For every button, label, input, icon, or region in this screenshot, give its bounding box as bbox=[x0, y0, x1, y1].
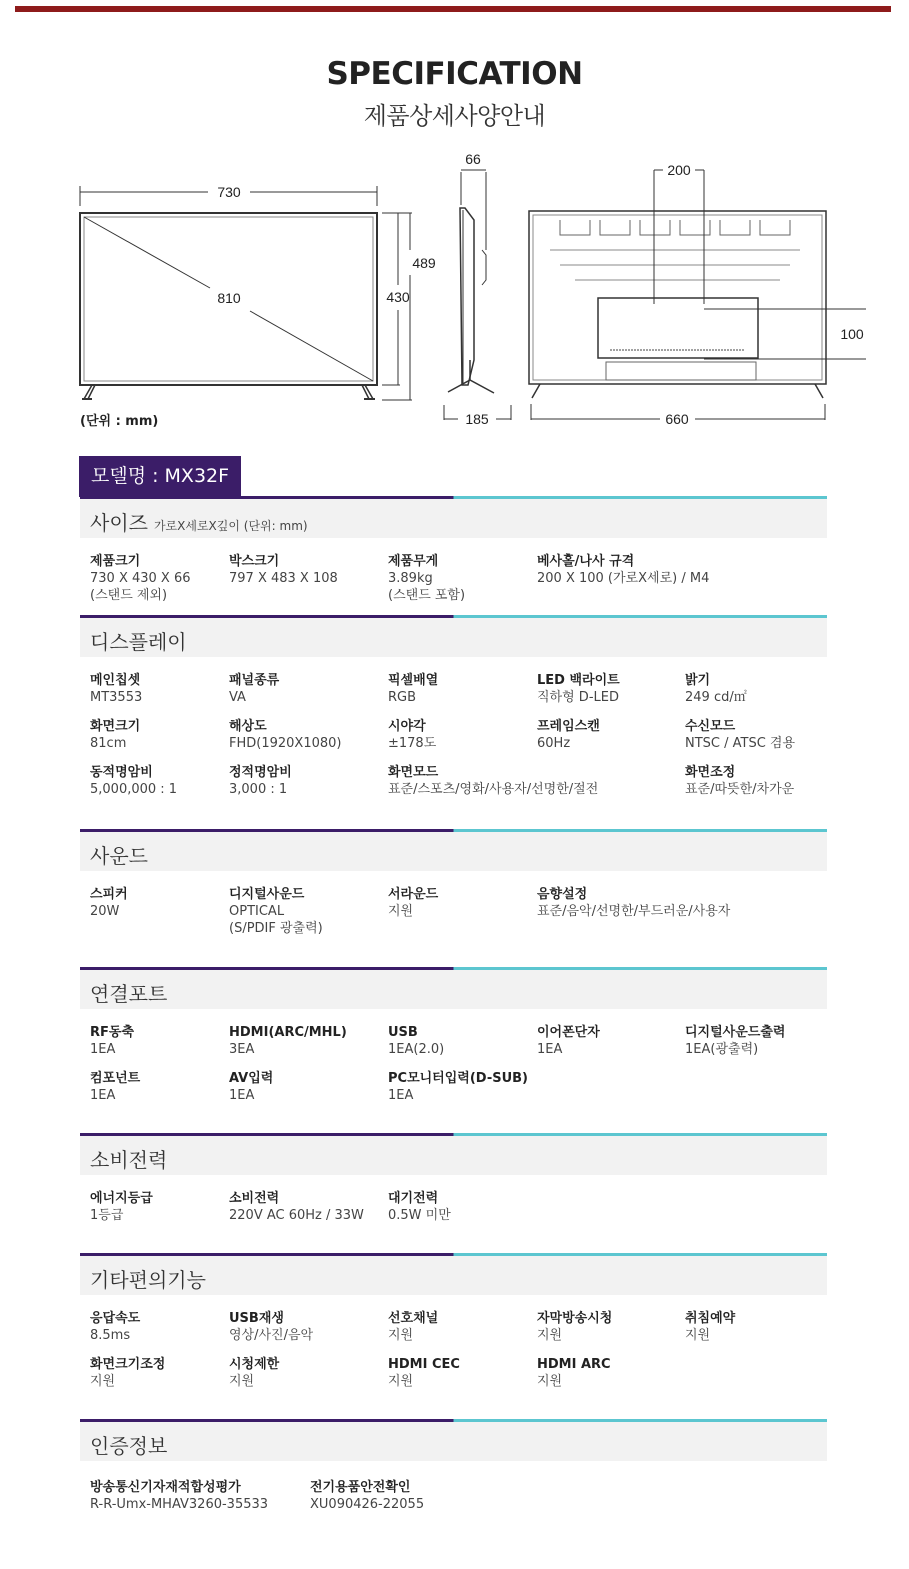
dim-width: 730 bbox=[217, 184, 241, 200]
section-title: 기타편의기능 bbox=[90, 1268, 206, 1292]
spec-item bbox=[388, 1356, 460, 1390]
spec-value: 8.5ms bbox=[90, 1328, 131, 1343]
spec-item bbox=[388, 886, 438, 920]
spec-label: 제품무게 bbox=[388, 554, 439, 569]
spec-value: 5,000,000 : 1 bbox=[90, 782, 178, 797]
spec-value: VA bbox=[229, 690, 246, 705]
spec-value: 0.5W 미만 bbox=[388, 1208, 451, 1223]
section-header bbox=[80, 970, 827, 1009]
spec-label: 화면모드 bbox=[388, 765, 439, 780]
spec-label: 박스크기 bbox=[229, 554, 280, 569]
spec-label: 스피커 bbox=[90, 887, 128, 902]
spec-label: 선호채널 bbox=[388, 1311, 439, 1326]
spec-value: 1EA bbox=[90, 1042, 116, 1057]
spec-item bbox=[229, 1070, 273, 1104]
spec-item bbox=[537, 1024, 600, 1058]
spec-item bbox=[90, 764, 177, 798]
spec-value: 1EA(광출력) bbox=[685, 1042, 759, 1057]
spec-item bbox=[310, 1479, 424, 1513]
spec-item bbox=[537, 886, 730, 920]
spec-item bbox=[685, 764, 794, 798]
spec-label: 화면크기 bbox=[90, 719, 141, 734]
spec-label: 디지털사운드출력 bbox=[685, 1025, 786, 1040]
section-header bbox=[80, 832, 827, 871]
dim-stand-depth: 185 bbox=[465, 411, 489, 427]
spec-label: 대기전력 bbox=[388, 1191, 439, 1206]
spec-item bbox=[229, 553, 338, 587]
spec-value: 3.89kg (스탠드 포함) bbox=[388, 571, 466, 603]
dim-vesa-height: 100 bbox=[840, 326, 864, 342]
spec-label: 방송통신기자재적합성평가 bbox=[90, 1480, 241, 1495]
section-title: 인증정보 bbox=[90, 1434, 168, 1458]
spec-value: 1등급 bbox=[90, 1208, 124, 1223]
spec-value: 표준/스포츠/영화/사용자/선명한/절전 bbox=[388, 782, 599, 797]
spec-item bbox=[537, 672, 620, 706]
section-subtitle: 가로X세로X깊이 (단위: mm) bbox=[153, 519, 308, 533]
spec-value: 지원 bbox=[229, 1374, 255, 1389]
spec-item bbox=[90, 1070, 140, 1104]
spec-label: 시청제한 bbox=[229, 1357, 280, 1372]
section-title: 디스플레이 bbox=[90, 630, 187, 654]
section-header bbox=[80, 618, 827, 657]
spec-item bbox=[537, 1356, 611, 1390]
spec-value: 60Hz bbox=[537, 736, 571, 751]
spec-label: 전기용품안전확인 bbox=[310, 1480, 411, 1495]
spec-value: 영상/사진/음악 bbox=[229, 1328, 314, 1343]
spec-value: XU090426-22055 bbox=[310, 1497, 425, 1512]
model-name-tab: 모델명 : MX32F bbox=[79, 456, 241, 497]
spec-item bbox=[685, 718, 795, 752]
spec-label: 시야각 bbox=[388, 719, 426, 734]
spec-label: 응답속도 bbox=[90, 1311, 141, 1326]
dim-height: 430 bbox=[386, 289, 410, 305]
spec-label: PC모니터입력(D-SUB) bbox=[388, 1071, 528, 1086]
spec-value: 지원 bbox=[537, 1328, 563, 1343]
spec-value: 3,000 : 1 bbox=[229, 782, 288, 797]
spec-label: 베사홀/나사 규격 bbox=[537, 554, 635, 569]
spec-item bbox=[388, 672, 438, 706]
spec-value: 지원 bbox=[90, 1374, 116, 1389]
spec-item bbox=[90, 672, 142, 706]
spec-item bbox=[229, 1190, 364, 1224]
spec-item bbox=[229, 672, 279, 706]
spec-item bbox=[90, 1024, 134, 1058]
page-subtitle: 제품상세사양안내 bbox=[363, 102, 546, 130]
spec-value: 지원 bbox=[537, 1374, 563, 1389]
dim-vesa-width: 200 bbox=[667, 162, 691, 178]
spec-label: RF동축 bbox=[90, 1025, 135, 1040]
spec-item bbox=[229, 764, 292, 798]
spec-label: 제품크기 bbox=[90, 554, 141, 569]
spec-value: 1EA bbox=[388, 1088, 414, 1103]
spec-value: 1EA bbox=[90, 1088, 116, 1103]
spec-label: AV입력 bbox=[229, 1071, 274, 1086]
spec-label: 서라운드 bbox=[388, 887, 439, 902]
spec-value: 81cm bbox=[90, 736, 127, 751]
spec-item bbox=[90, 1310, 140, 1344]
unit-label: (단위 : mm) bbox=[80, 414, 159, 429]
spec-item bbox=[229, 718, 341, 752]
spec-item bbox=[685, 1024, 785, 1058]
spec-item bbox=[685, 1310, 735, 1344]
spec-label: 화면조정 bbox=[685, 765, 736, 780]
spec-value: 1EA bbox=[537, 1042, 563, 1057]
spec-label: 소비전력 bbox=[229, 1191, 280, 1206]
spec-item bbox=[388, 1190, 451, 1224]
spec-label: 화면크기조정 bbox=[90, 1357, 166, 1372]
spec-label: 픽셀배열 bbox=[388, 673, 439, 688]
spec-value: RGB bbox=[388, 690, 417, 705]
spec-item bbox=[90, 553, 191, 604]
spec-label: 동적명암비 bbox=[90, 765, 153, 780]
spec-label: USB재생 bbox=[229, 1311, 284, 1326]
spec-value: 20W bbox=[90, 904, 120, 919]
spec-label: HDMI CEC bbox=[388, 1357, 460, 1372]
spec-label: 해상도 bbox=[229, 719, 267, 734]
spec-item bbox=[388, 1310, 438, 1344]
dimension-diagrams bbox=[0, 0, 909, 440]
spec-item bbox=[388, 718, 436, 752]
spec-value: 지원 bbox=[388, 1328, 414, 1343]
dim-diagonal: 810 bbox=[217, 290, 241, 306]
spec-value: 730 X 430 X 66 (스탠드 제외) bbox=[90, 571, 191, 603]
spec-value: 표준/음악/선명한/부드러운/사용자 bbox=[537, 904, 731, 919]
spec-value: 직하형 D-LED bbox=[537, 690, 619, 705]
spec-label: 컴포넌트 bbox=[90, 1071, 141, 1086]
spec-label: 수신모드 bbox=[685, 719, 736, 734]
spec-item bbox=[537, 553, 709, 587]
spec-item bbox=[685, 672, 747, 706]
section-header bbox=[80, 499, 827, 538]
section-title: 소비전력 bbox=[90, 1148, 168, 1172]
spec-label: HDMI ARC bbox=[537, 1357, 611, 1372]
spec-item bbox=[90, 1356, 165, 1390]
section-header bbox=[80, 1422, 827, 1461]
spec-label: USB bbox=[388, 1025, 418, 1040]
spec-item bbox=[90, 1479, 268, 1513]
spec-item bbox=[388, 1070, 528, 1104]
spec-label: 디지털사운드 bbox=[229, 887, 305, 902]
spec-value: MT3553 bbox=[90, 690, 143, 705]
spec-value: 지원 bbox=[388, 1374, 414, 1389]
spec-item bbox=[537, 718, 600, 752]
spec-value: 1EA bbox=[229, 1088, 255, 1103]
spec-label: 프레임스캔 bbox=[537, 719, 600, 734]
spec-value: NTSC / ATSC 겸용 bbox=[685, 736, 796, 751]
spec-value: 지원 bbox=[685, 1328, 711, 1343]
spec-label: 에너지등급 bbox=[90, 1191, 153, 1206]
section-title: 사운드 bbox=[90, 844, 148, 868]
page-title: SPECIFICATION bbox=[326, 56, 583, 92]
spec-label: 메인칩셋 bbox=[90, 673, 141, 688]
spec-value: 249 cd/㎡ bbox=[685, 690, 747, 705]
section-header bbox=[80, 1136, 827, 1175]
section-header bbox=[80, 1256, 827, 1295]
spec-item bbox=[388, 553, 465, 604]
spec-label: 이어폰단자 bbox=[537, 1025, 600, 1040]
spec-value: 797 X 483 X 108 bbox=[229, 571, 338, 586]
spec-label: HDMI(ARC/MHL) bbox=[229, 1025, 347, 1040]
dim-stand-width: 660 bbox=[665, 411, 689, 427]
spec-value: 표준/따뜻한/차가운 bbox=[685, 782, 795, 797]
spec-value: 3EA bbox=[229, 1042, 255, 1057]
spec-item bbox=[90, 718, 140, 752]
spec-value: 200 X 100 (가로X세로) / M4 bbox=[537, 571, 710, 586]
spec-item bbox=[90, 1190, 153, 1224]
spec-item bbox=[229, 1356, 279, 1390]
spec-label: 밝기 bbox=[685, 673, 711, 688]
spec-label: 자막방송시청 bbox=[537, 1311, 613, 1326]
section-title: 사이즈 bbox=[90, 511, 148, 535]
spec-item bbox=[388, 764, 598, 798]
spec-value: 220V AC 60Hz / 33W bbox=[229, 1208, 364, 1223]
spec-value: R-R-Umx-MHAV3260-35533 bbox=[90, 1497, 269, 1512]
spec-label: 정적명암비 bbox=[229, 765, 292, 780]
spec-value: 지원 bbox=[388, 904, 414, 919]
section-title: 연결포트 bbox=[90, 982, 168, 1006]
spec-item bbox=[388, 1024, 444, 1058]
spec-value: ±178도 bbox=[388, 736, 437, 751]
dim-height-stand: 489 bbox=[412, 255, 436, 271]
spec-item bbox=[537, 1310, 612, 1344]
spec-value: OPTICAL (S/PDIF 광출력) bbox=[229, 904, 323, 936]
dim-depth: 66 bbox=[465, 151, 481, 167]
spec-label: 음향설정 bbox=[537, 887, 588, 902]
spec-label: 취침예약 bbox=[685, 1311, 736, 1326]
spec-item bbox=[229, 1310, 313, 1344]
spec-value: 1EA(2.0) bbox=[388, 1042, 445, 1057]
spec-item bbox=[90, 886, 128, 920]
spec-label: 패널종류 bbox=[229, 673, 280, 688]
spec-value: FHD(1920X1080) bbox=[229, 736, 342, 751]
spec-item bbox=[229, 1024, 347, 1058]
spec-item bbox=[229, 886, 323, 937]
spec-label: LED 백라이트 bbox=[537, 673, 620, 688]
